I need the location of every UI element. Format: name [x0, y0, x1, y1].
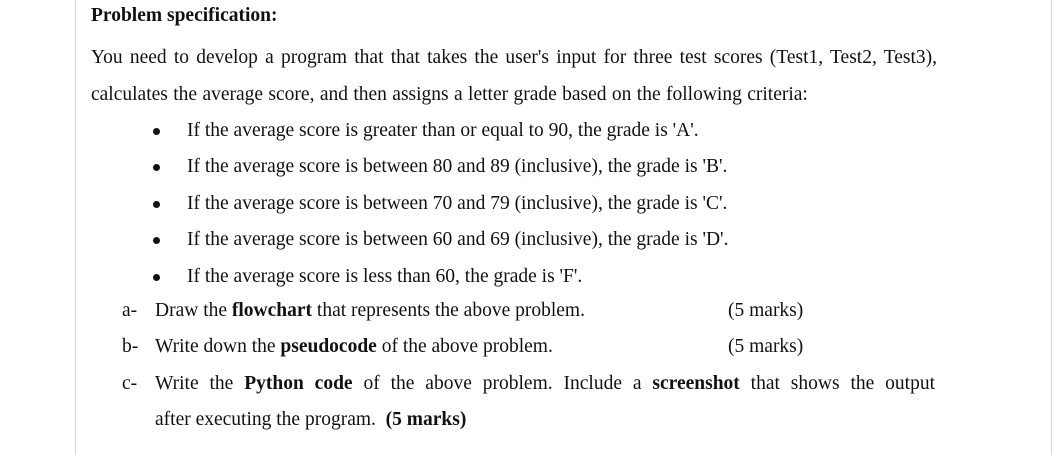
question-keyword: Python code: [244, 373, 353, 394]
question-text: of the above problem.: [376, 336, 553, 357]
section-heading: Problem specification:: [91, 5, 278, 26]
question-b: [122, 329, 553, 365]
bullet-icon: [153, 128, 160, 135]
question-c-line2: [155, 402, 466, 438]
page-left-border: [75, 0, 76, 455]
criteria-text: If the average score is between 80 and 89 (inclusive), the grade is 'B'.: [187, 156, 728, 178]
question-text: Write down the: [155, 336, 281, 357]
question-keyword: pseudocode: [280, 336, 377, 357]
question-a: [122, 293, 585, 329]
bullet-icon: [153, 237, 160, 244]
criteria-text: If the average score is between 60 and 69 (inclusive), the grade is 'D'.: [187, 229, 729, 251]
intro-paragraph: You need to develop a program that that takes the user's input for three test scores (Test1, Test2, Test3), calculates the average score, and then assigns a letter grade based on the following criteria:: [91, 47, 937, 105]
question-text: of the above problem. Include a: [352, 373, 653, 394]
bullet-icon: [153, 201, 160, 208]
page-right-border: [1051, 0, 1052, 455]
question-keyword: screenshot: [652, 373, 740, 394]
criteria-text: If the average score is less than 60, the grade is 'F'.: [187, 265, 583, 287]
question-c-line1: [155, 366, 935, 402]
question-letter: b-: [122, 336, 139, 357]
question-text: after executing the program.: [155, 409, 376, 430]
criteria-text: If the average score is between 70 and 79 (inclusive), the grade is 'C'.: [187, 192, 728, 214]
question-keyword: flowchart: [231, 300, 313, 321]
question-text: Write the: [155, 373, 245, 394]
question-letter: a-: [122, 300, 138, 321]
question-text: Draw the: [155, 300, 232, 321]
question-letter: c-: [122, 373, 138, 394]
question-text: that shows the output: [739, 373, 935, 394]
marks-b: (5 marks): [728, 336, 804, 357]
bullet-icon: [153, 164, 160, 171]
marks-c: (5 marks): [385, 409, 467, 430]
question-text: that represents the above problem.: [312, 300, 585, 321]
bullet-icon: [153, 274, 160, 281]
marks-a: (5 marks): [728, 300, 804, 321]
question-c: [122, 366, 935, 402]
criteria-text: If the average score is greater than or equal to 90, the grade is 'A'.: [187, 120, 699, 141]
